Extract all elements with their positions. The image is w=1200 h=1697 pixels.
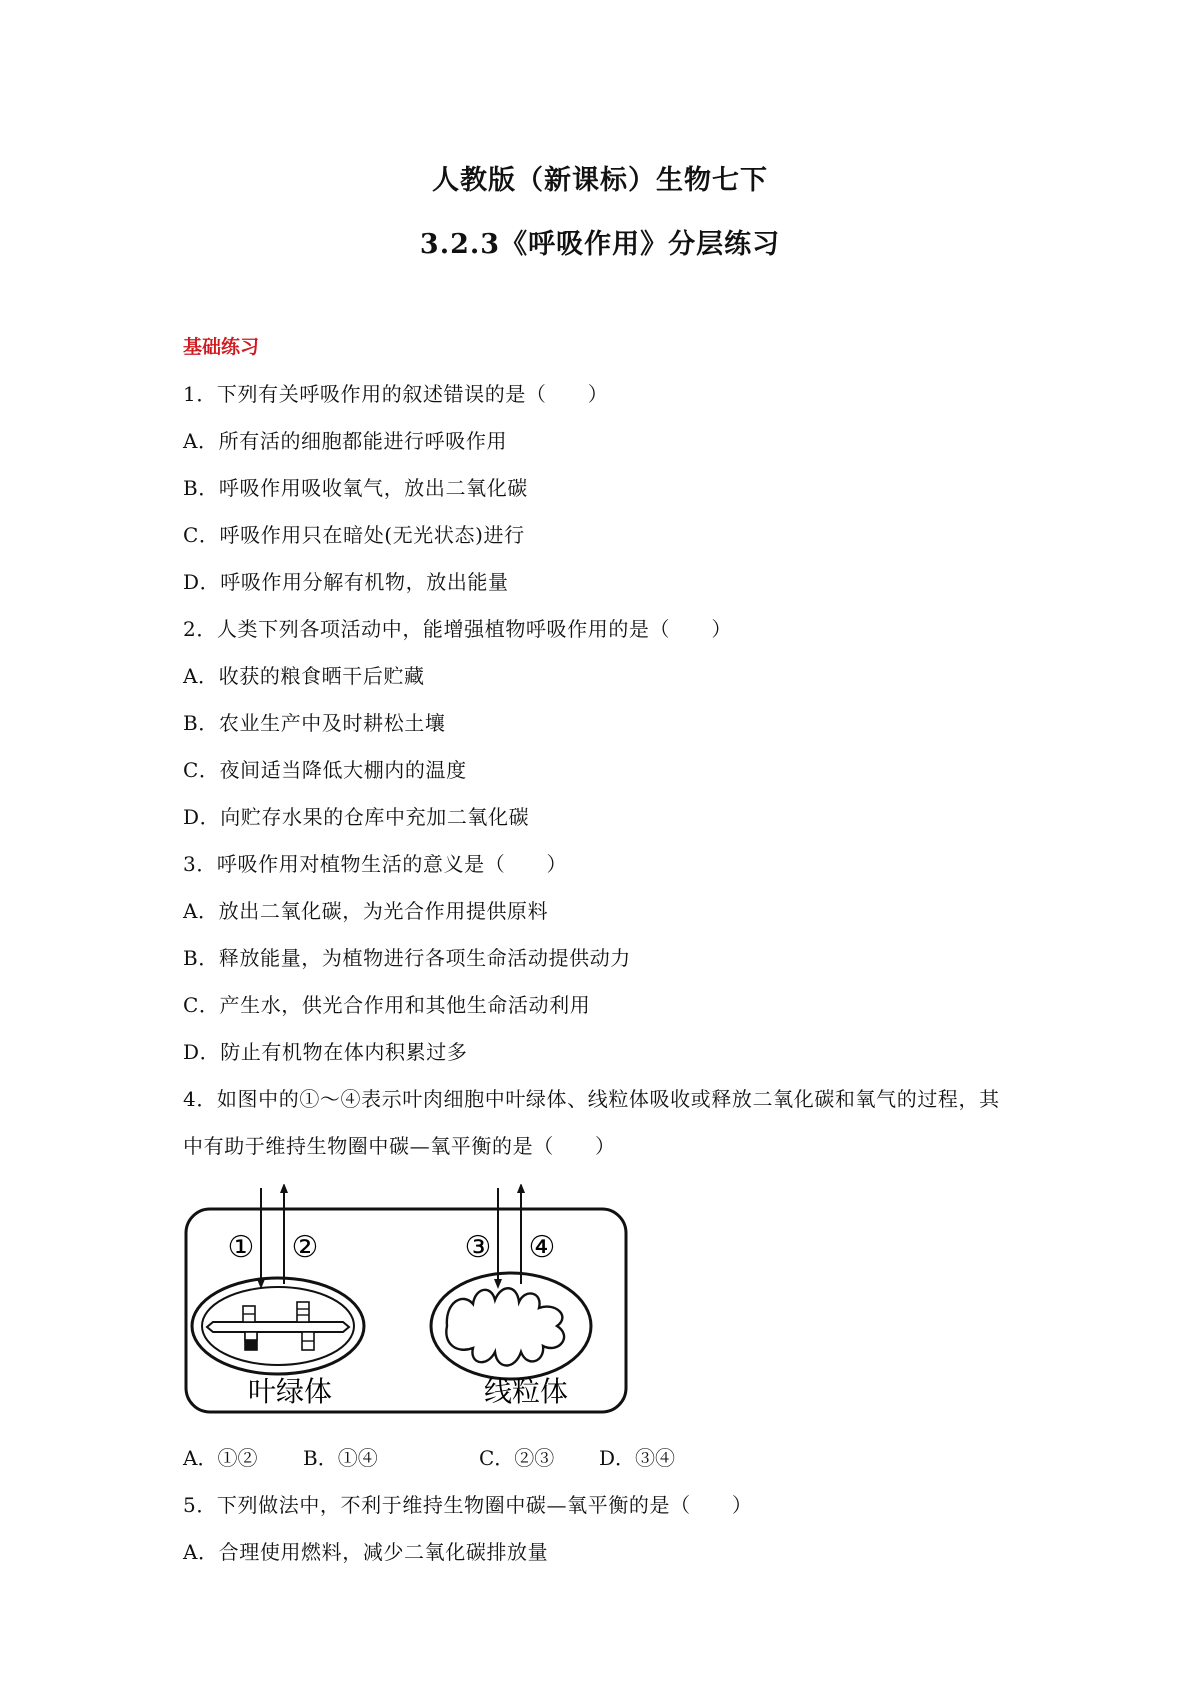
chloroplast-shape	[192, 1278, 364, 1374]
question-2-stem: 2．人类下列各项活动中，能增强植物呼吸作用的是（ ）	[183, 617, 732, 641]
organelle-diagram	[183, 1184, 633, 1424]
question-4-option-a: A．①②	[183, 1446, 258, 1470]
question-2-option-d: D．向贮存水果的仓库中充加二氧化碳	[183, 805, 530, 829]
label-circled-1: ①	[227, 1230, 255, 1265]
question-5-option-a: A．合理使用燃料，减少二氧化碳排放量	[183, 1540, 549, 1564]
question-3-option-d: D．防止有机物在体内积累过多	[183, 1040, 468, 1064]
question-1-stem: 1．下列有关呼吸作用的叙述错误的是（ ）	[183, 382, 609, 406]
question-3-option-c: C．产生水，供光合作用和其他生命活动利用	[183, 993, 591, 1017]
label-circled-4: ④	[528, 1230, 556, 1265]
label-circled-2: ②	[291, 1230, 319, 1265]
document-subtitle: 3.2.3《呼吸作用》分层练习	[419, 229, 781, 260]
label-circled-3: ③	[464, 1230, 492, 1265]
question-4-stem-line2: 中有助于维持生物圈中碳—氧平衡的是（ ）	[183, 1134, 616, 1158]
question-4-option-d: D．③④	[599, 1446, 676, 1470]
question-4-stem-line1: 4．如图中的①～④表示叶肉细胞中叶绿体、线粒体吸收或释放二氧化碳和氧气的过程，其	[183, 1087, 1000, 1111]
mitochondrion-shape	[431, 1273, 591, 1379]
question-3-option-b: B．释放能量，为植物进行各项生命活动提供动力	[183, 946, 631, 970]
question-4-option-c: C．②③	[479, 1446, 555, 1470]
mitochondria-label: 线粒体	[483, 1375, 569, 1408]
question-2-option-a: A．收获的粮食晒干后贮藏	[183, 664, 425, 688]
question-2-option-c: C．夜间适当降低大棚内的温度	[183, 758, 467, 782]
question-1-option-d: D．呼吸作用分解有机物，放出能量	[183, 570, 509, 594]
question-5-stem: 5．下列做法中，不利于维持生物圈中碳—氧平衡的是（ ）	[183, 1493, 753, 1517]
question-2-option-b: B．农业生产中及时耕松土壤	[183, 711, 446, 735]
question-3-option-a: A．放出二氧化碳，为光合作用提供原料	[183, 899, 549, 923]
question-3-stem: 3．呼吸作用对植物生活的意义是（ ）	[183, 852, 568, 876]
question-1-option-b: B．呼吸作用吸收氧气，放出二氧化碳	[183, 476, 528, 500]
question-1-option-c: C．呼吸作用只在暗处(无光状态)进行	[183, 523, 525, 547]
question-1-option-a: A．所有活的细胞都能进行呼吸作用	[183, 429, 508, 453]
question-4-option-b: B．①④	[303, 1446, 378, 1470]
chloroplast-label: 叶绿体	[247, 1375, 333, 1408]
section-heading: 基础练习	[183, 336, 260, 358]
document-title: 人教版（新课标）生物七下	[432, 165, 768, 196]
